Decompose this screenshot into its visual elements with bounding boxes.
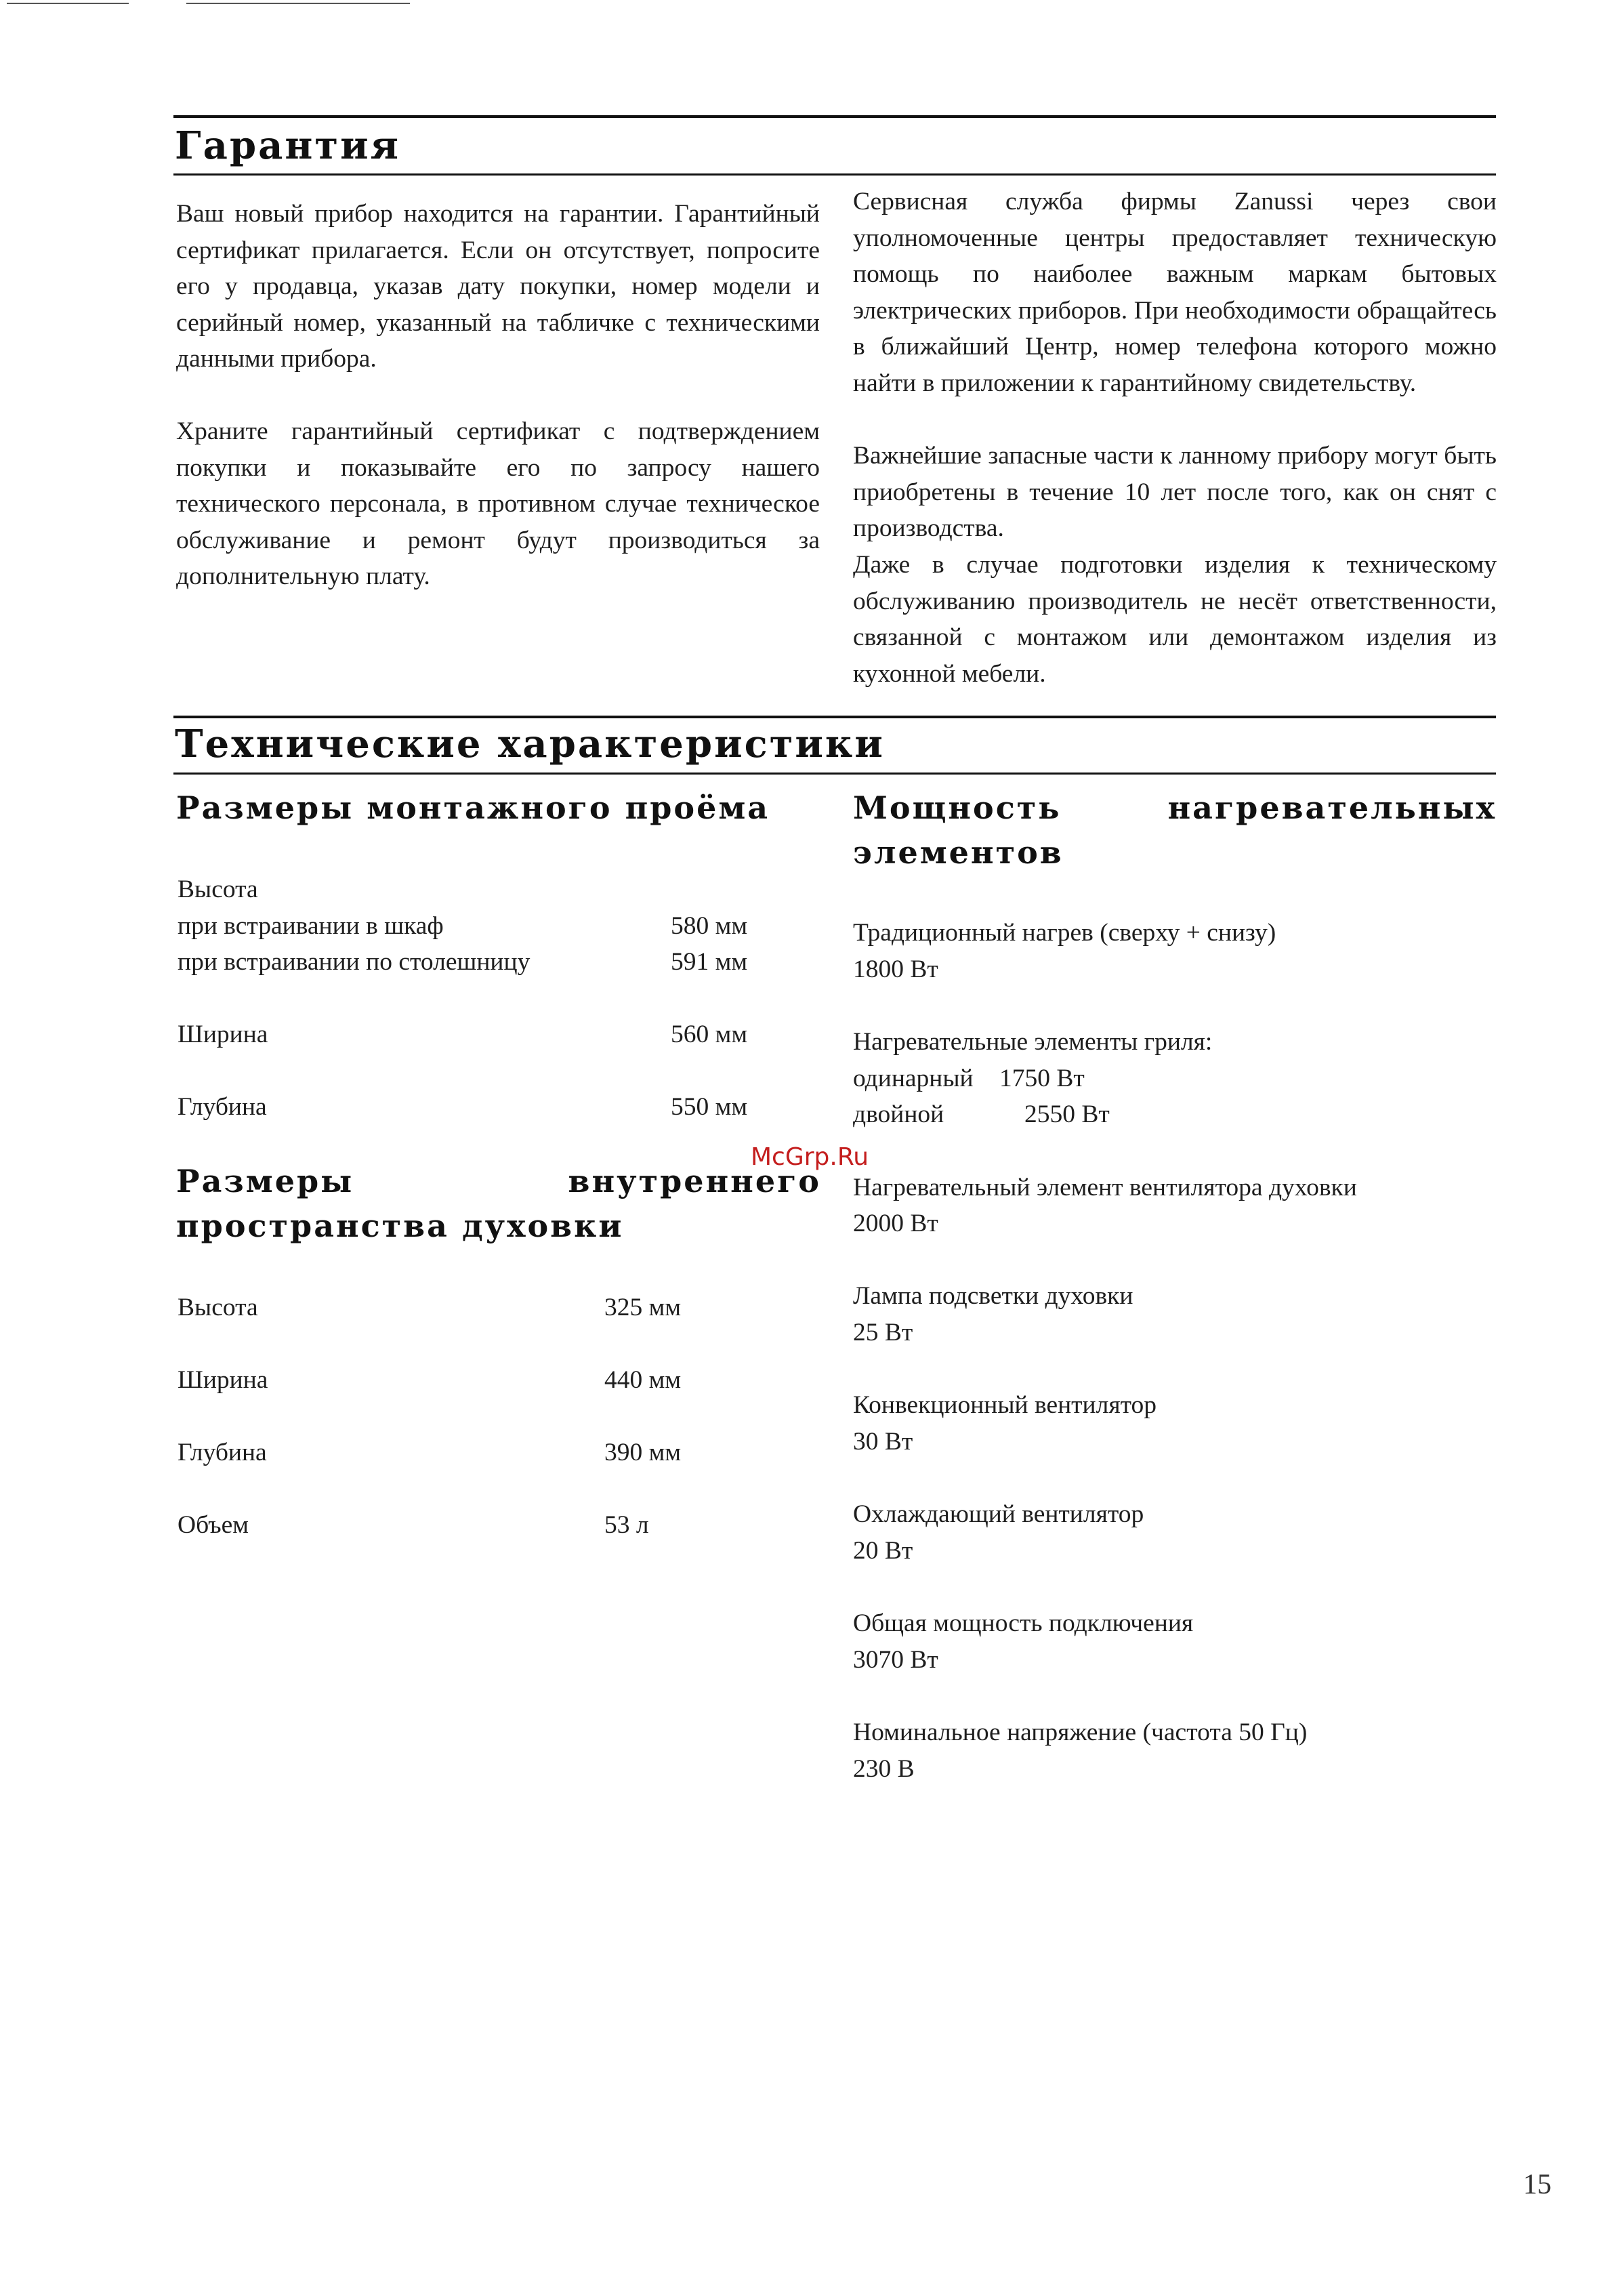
power-grill-double-label: двойной: [853, 1100, 944, 1128]
power-total-label: Общая мощность подключения: [853, 1609, 1194, 1637]
power-fan-element-value: 2000 Вт: [853, 1210, 938, 1237]
opening-height-label: Высота: [178, 876, 258, 903]
power-convection-label: Конвекционный вентилятор: [853, 1391, 1157, 1419]
power-traditional-label: Традиционный нагрев (сверху + снизу): [853, 919, 1276, 947]
watermark-link[interactable]: McGrp.Ru: [751, 1143, 869, 1171]
power-lamp-label: Лампа подсветки духовки: [853, 1282, 1133, 1310]
interior-height-value: 325 мм: [604, 1294, 682, 1321]
page-number: 15: [1523, 2169, 1552, 2200]
opening-width-value: 560 мм: [671, 1021, 748, 1048]
section-rule-top: [173, 115, 1496, 118]
power-grill-single-value: 1750 Вт: [999, 1065, 1085, 1092]
interior-title: Размеры внутреннего: [176, 1163, 821, 1199]
power-convection-value: 30 Вт: [853, 1428, 913, 1456]
warranty-paragraph: Сервисная служба фирмы Zanussi через свои уполномоченные центры предоставляет техническую помощь по наиболее важным маркам бытовых электрических приборов. При необходимости обращайтесь в ближайший Центр, номер телефона которого можно найти в приложении к гарантийному свидетельству.: [853, 188, 1497, 397]
interior-width-value: 440 мм: [604, 1366, 682, 1394]
opening-width-label: Ширина: [178, 1021, 268, 1048]
section-rule-top: [173, 716, 1496, 718]
power-grill-label: Нагревательные элементы гриля:: [853, 1028, 1213, 1056]
warranty-paragraph: Храните гарантийный сертификат с подтверждением покупки и показывайте его по запросу нашего технического персонала, в противном случае техническое обслуживание и ремонт будут производиться за дополнительную плату.: [176, 417, 820, 590]
power-total-value: 3070 Вт: [853, 1646, 938, 1674]
power-voltage-value: 230 В: [853, 1755, 915, 1783]
opening-depth-value: 550 мм: [671, 1093, 748, 1121]
specs-title: Технические характеристики: [175, 722, 885, 766]
power-grill-double-value: 2550 Вт: [1024, 1100, 1110, 1128]
opening-cabinet-label: при встраивании в шкаф: [178, 912, 444, 940]
power-cooling-value: 20 Вт: [853, 1537, 913, 1565]
scan-line: [7, 3, 129, 4]
scan-line: [186, 3, 410, 4]
power-fan-element-label: Нагревательный элемент вентилятора духовки: [853, 1174, 1357, 1201]
power-voltage-label: Номинальное напряжение (частота 50 Гц): [853, 1718, 1308, 1746]
opening-worktop-value: 591 мм: [671, 948, 748, 976]
power-cooling-label: Охлаждающий вентилятор: [853, 1500, 1144, 1528]
warranty-paragraph: Даже в случае подготовки изделия к техническому обслуживанию производитель не несёт ответственности, связанной с монтажом или демонтажом изделия из кухонной мебели.: [853, 551, 1497, 688]
warranty-paragraph: Важнейшие запасные части к ланному прибору могут быть приобретены в течение 10 лет после того, как он снят с производства.: [853, 442, 1497, 542]
power-traditional-value: 1800 Вт: [853, 955, 938, 983]
opening-cabinet-value: 580 мм: [671, 912, 748, 940]
warranty-paragraph: Ваш новый прибор находится на гарантии. Гарантийный сертификат прилагается. Если он отсутствует, попросите его у продавца, указав дату покупки, номер модели и серийный номер, указанный на табличке с техническими данными прибора.: [176, 200, 820, 373]
power-title: Мощность нагревательных: [853, 789, 1497, 826]
power-grill-single-label: одинарный: [853, 1065, 974, 1092]
interior-volume-label: Объем: [178, 1511, 249, 1539]
interior-height-label: Высота: [178, 1294, 258, 1321]
opening-title: Размеры монтажного проёма: [176, 789, 770, 826]
section-rule-bottom: [173, 173, 1496, 176]
power-lamp-value: 25 Вт: [853, 1319, 913, 1346]
scan-artifact: [7, 3, 413, 7]
interior-title: пространства духовки: [176, 1208, 624, 1244]
interior-depth-value: 390 мм: [604, 1439, 682, 1466]
opening-worktop-label: при встраивании по столешницу: [178, 948, 530, 976]
power-title: элементов: [853, 834, 1064, 871]
warranty-title: Гарантия: [175, 123, 400, 168]
interior-depth-label: Глубина: [178, 1439, 267, 1466]
interior-volume-value: 53 л: [604, 1511, 649, 1539]
opening-depth-label: Глубина: [178, 1093, 267, 1121]
section-rule-bottom: [173, 773, 1496, 775]
interior-width-label: Ширина: [178, 1366, 268, 1394]
